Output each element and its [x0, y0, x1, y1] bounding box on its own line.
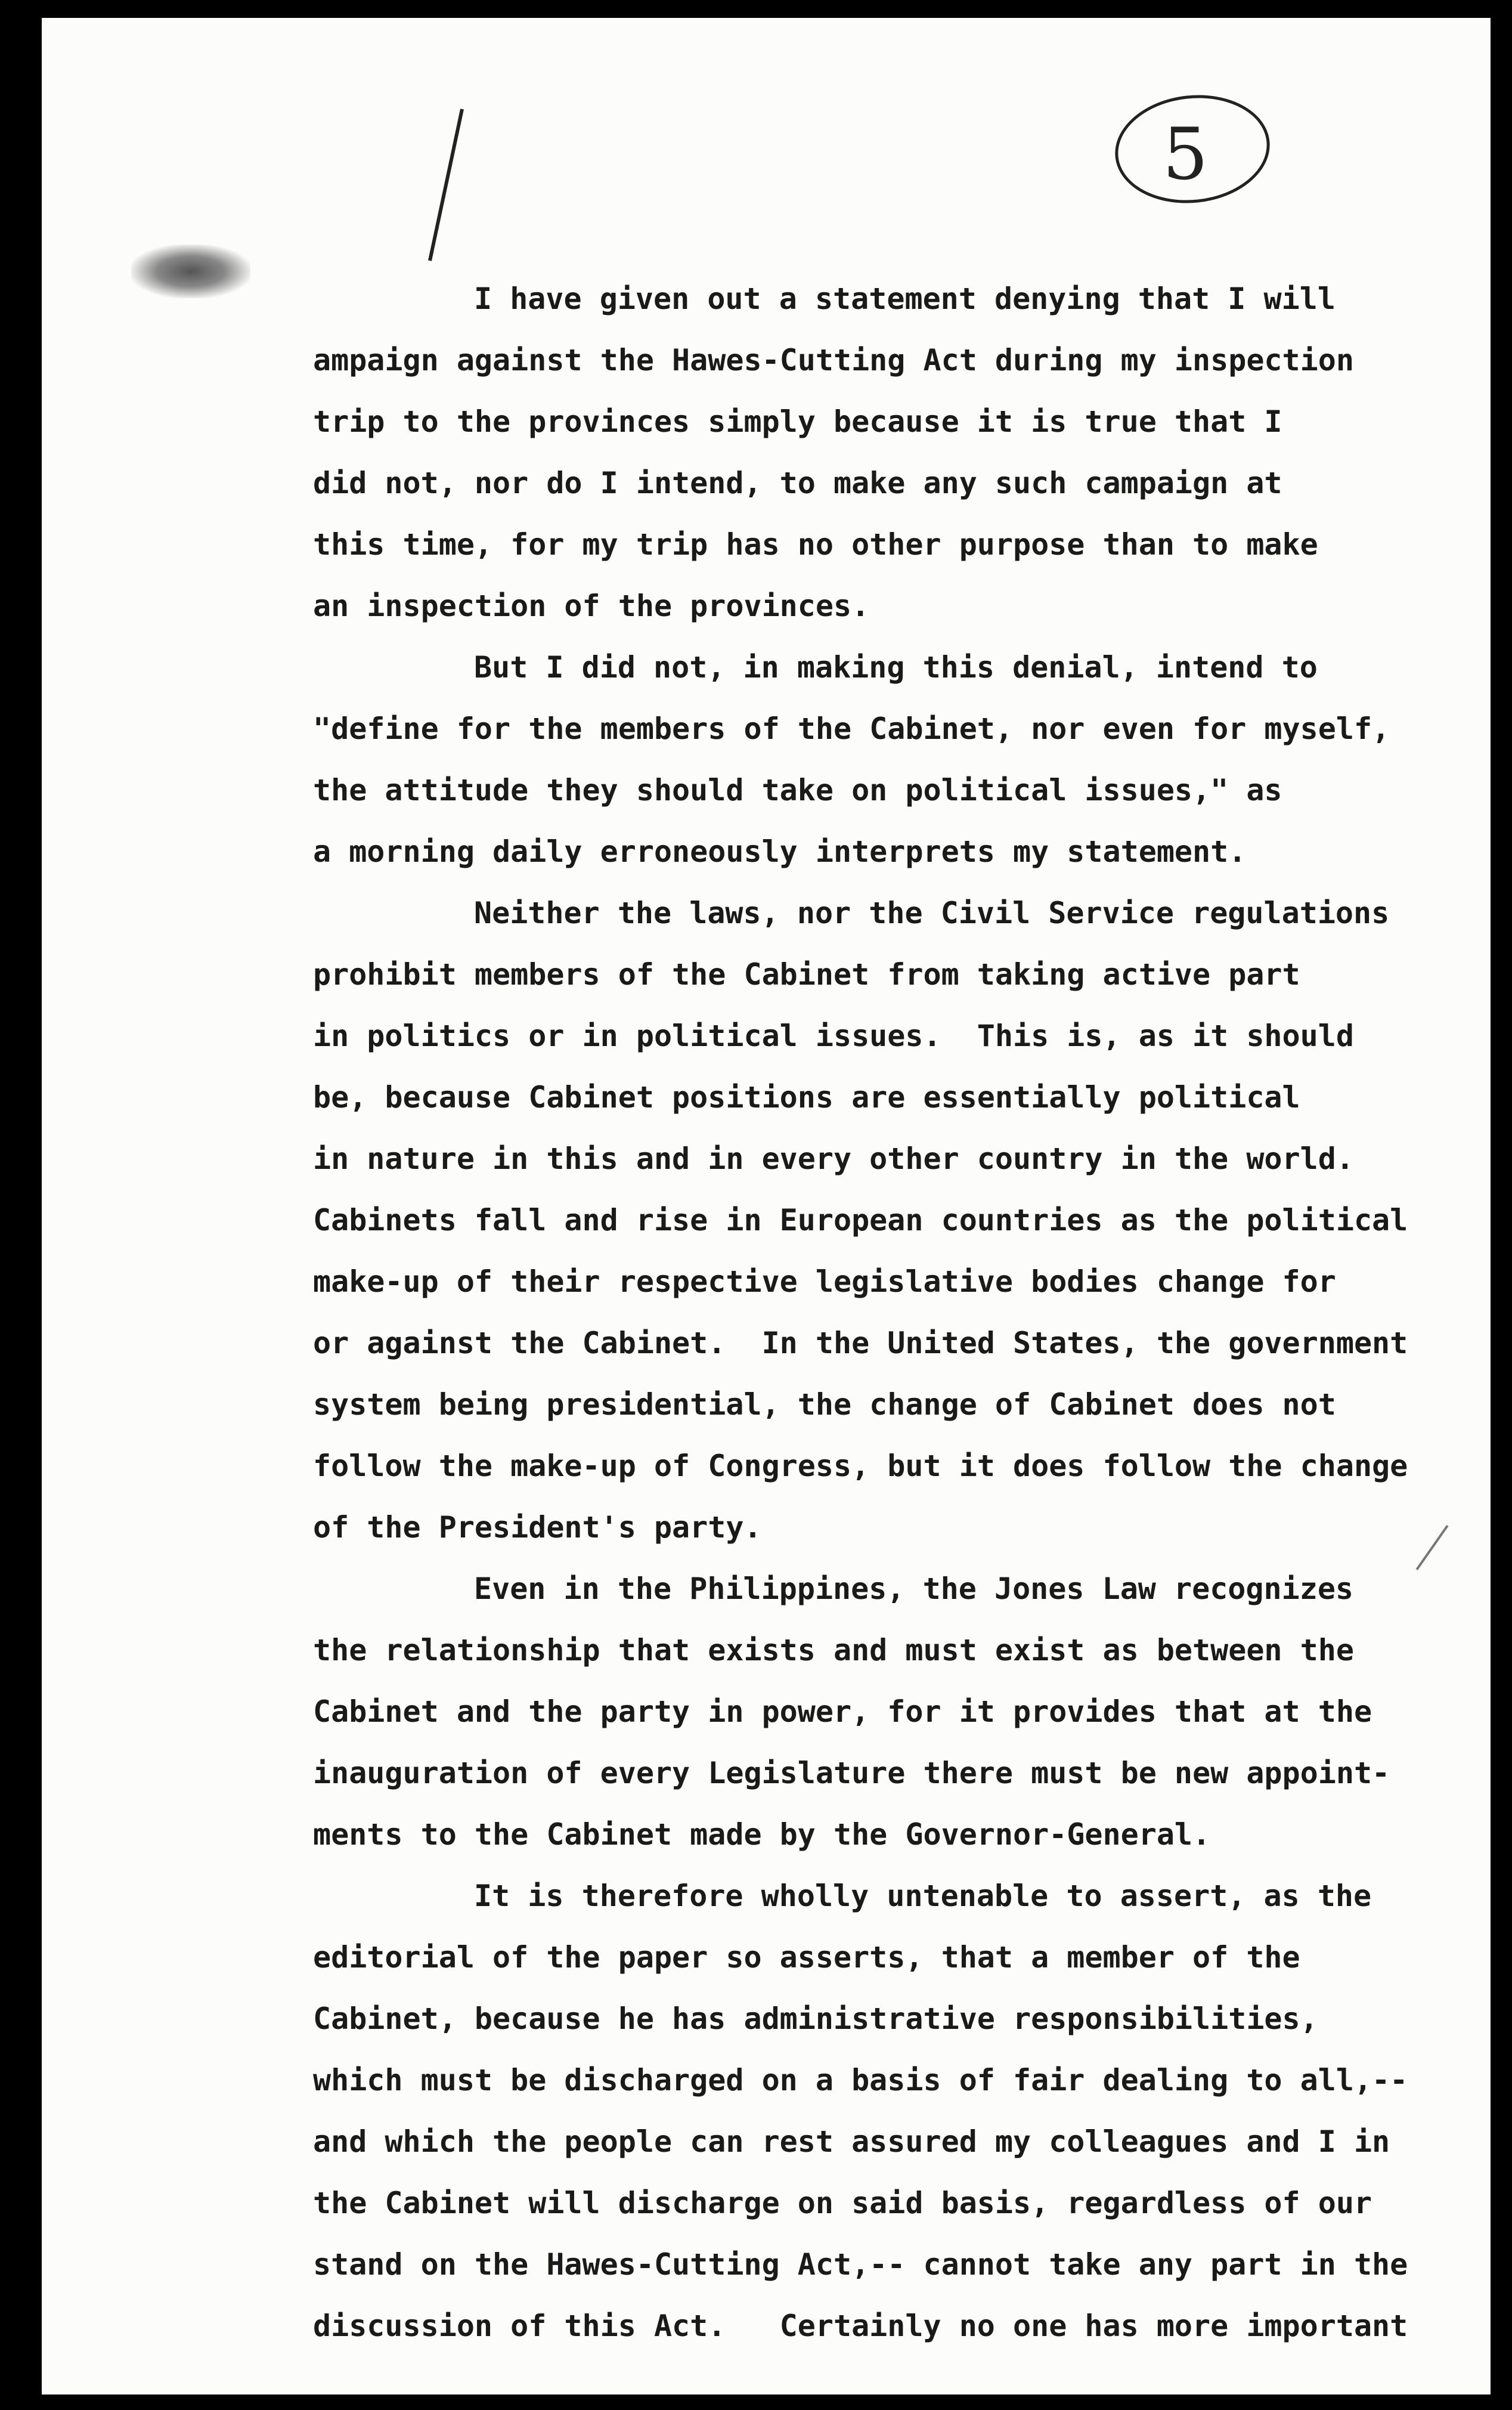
- text-line: in nature in this and in every other country in the world.: [313, 1141, 1354, 1176]
- text-line: be, because Cabinet positions are essentially political: [313, 1080, 1300, 1115]
- text-line: inauguration of every Legislature there must be new appoint-: [313, 1756, 1390, 1790]
- pen-mark: [428, 109, 464, 261]
- ink-smudge: [131, 245, 250, 298]
- paragraph: [313, 268, 1446, 637]
- text-line: prohibit members of the Cabinet from taking active part: [313, 957, 1300, 992]
- text-line: discussion of this Act. Certainly no one has more important: [313, 2309, 1408, 2343]
- text-line: system being presidential, the change of Cabinet does not: [313, 1387, 1336, 1422]
- text-line: the relationship that exists and must exist as between the: [313, 1633, 1354, 1667]
- text-line: the attitude they should take on political issues," as: [313, 773, 1282, 808]
- text-line: and which the people can rest assured my colleagues and I in: [313, 2124, 1390, 2159]
- text-line: editorial of the paper so asserts, that a member of the: [313, 1940, 1300, 1975]
- text-line: Cabinets fall and rise in European countries as the political: [313, 1203, 1408, 1238]
- text-line: a morning daily erroneously interprets my statement.: [313, 834, 1247, 869]
- text-line: the Cabinet will discharge on said basis, regardless of our: [313, 2186, 1372, 2220]
- paragraph: [313, 1558, 1446, 1865]
- text-line: stand on the Hawes-Cutting Act,-- cannot take any part in the: [313, 2247, 1408, 2282]
- text-line: an inspection of the provinces.: [313, 589, 870, 623]
- text-line: ampaign against the Hawes-Cutting Act during my inspection: [313, 343, 1354, 378]
- paragraph: [313, 1865, 1446, 2357]
- text-line: or against the Cabinet. In the United States, the government: [313, 1326, 1408, 1360]
- text-line: I have given out a statement denying that I will: [474, 281, 1336, 316]
- text-line: But I did not, in making this denial, intend to: [474, 650, 1318, 685]
- text-line: this time, for my trip has no other purpose than to make: [313, 527, 1318, 562]
- typed-text: [313, 268, 1446, 2357]
- text-line: Cabinet, because he has administrative responsibilities,: [313, 2001, 1318, 2036]
- text-line: Neither the laws, nor the Civil Service regulations: [474, 896, 1390, 930]
- page-number: 5: [1163, 113, 1209, 196]
- text-line: of the President's party.: [313, 1510, 762, 1545]
- text-line: ments to the Cabinet made by the Governor-General.: [313, 1817, 1211, 1852]
- paragraph: [313, 637, 1446, 883]
- document-page: [42, 18, 1491, 2394]
- text-line: "define for the members of the Cabinet, nor even for myself,: [313, 711, 1390, 746]
- text-line: Even in the Philippines, the Jones Law recognizes: [474, 1571, 1354, 1606]
- text-line: in politics or in political issues. This is, as it should: [313, 1019, 1354, 1053]
- paragraph: [313, 883, 1446, 1558]
- text-line: It is therefore wholly untenable to assert, as the: [474, 1879, 1372, 1913]
- text-line: make-up of their respective legislative bodies change for: [313, 1264, 1336, 1299]
- text-line: did not, nor do I intend, to make any such campaign at: [313, 466, 1282, 500]
- text-line: Cabinet and the party in power, for it provides that at the: [313, 1694, 1372, 1729]
- text-line: trip to the provinces simply because it is true that I: [313, 404, 1282, 439]
- text-line: follow the make-up of Congress, but it does follow the change: [313, 1449, 1408, 1483]
- text-line: which must be discharged on a basis of fair dealing to all,--: [313, 2063, 1408, 2097]
